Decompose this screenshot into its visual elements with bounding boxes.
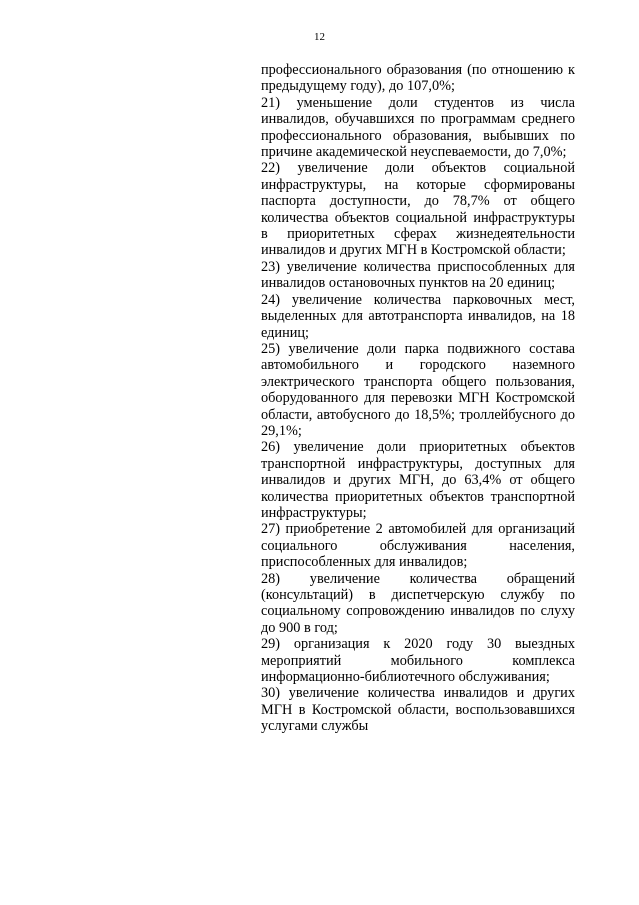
list-item-29: 29) организация к 2020 году 30 выездных мероприятий мобильного комплекса информационно-библиотечного обслуживания; bbox=[261, 636, 575, 686]
list-item-26: 26) увеличение доли приоритетных объектов транспортной инфраструктуры, доступных для инвалидов и других МГН, до 63,4% от общего количества приоритетных объектов транспортной инфраструктуры; bbox=[261, 439, 575, 521]
document-text-column bbox=[261, 62, 575, 735]
list-item-23: 23) увеличение количества приспособленных для инвалидов остановочных пунктов на 20 единиц; bbox=[261, 258, 575, 292]
list-item-28: 28) увеличение количества обращений (консультаций) в диспетчерскую службу по социальному сопровождению инвалидов по слуху до 900 в год; bbox=[261, 570, 575, 636]
list-item-22: 22) увеличение доли объектов социальной инфраструктуры, на которые сформированы паспорта доступности, до 78,7% от общего количества объектов социальной инфраструктуры в приоритетных сферах жизнедеятельности инвалидов и других МГН в Костромской области; bbox=[261, 160, 575, 259]
list-item-25: 25) увеличение доли парка подвижного состава автомобильного и городского наземного электрического транспорта общего пользования, оборудованного для перевозки МГН Костромской области, автобусного до 18,5%; троллейбусного до 29,1%; bbox=[261, 340, 575, 439]
page-number: 12 bbox=[314, 31, 325, 43]
list-item-20-continuation: профессионального образования (по отношению к предыдущему году), до 107,0%; bbox=[261, 62, 575, 95]
list-item-30: 30) увеличение количества инвалидов и других МГН в Костромской области, воспользовавшихся услугами службы bbox=[261, 685, 575, 735]
list-item-27: 27) приобретение 2 автомобилей для организаций социального обслуживания населения, приспособленных для инвалидов; bbox=[261, 521, 575, 571]
list-item-21: 21) уменьшение доли студентов из числа инвалидов, обучавшихся по программам среднего профессионального образования, выбывших по причине академической неуспеваемости, до 7,0%; bbox=[261, 94, 575, 161]
list-item-24: 24) увеличение количества парковочных мест, выделенных для автотранспорта инвалидов, на 18 единиц; bbox=[261, 291, 575, 341]
